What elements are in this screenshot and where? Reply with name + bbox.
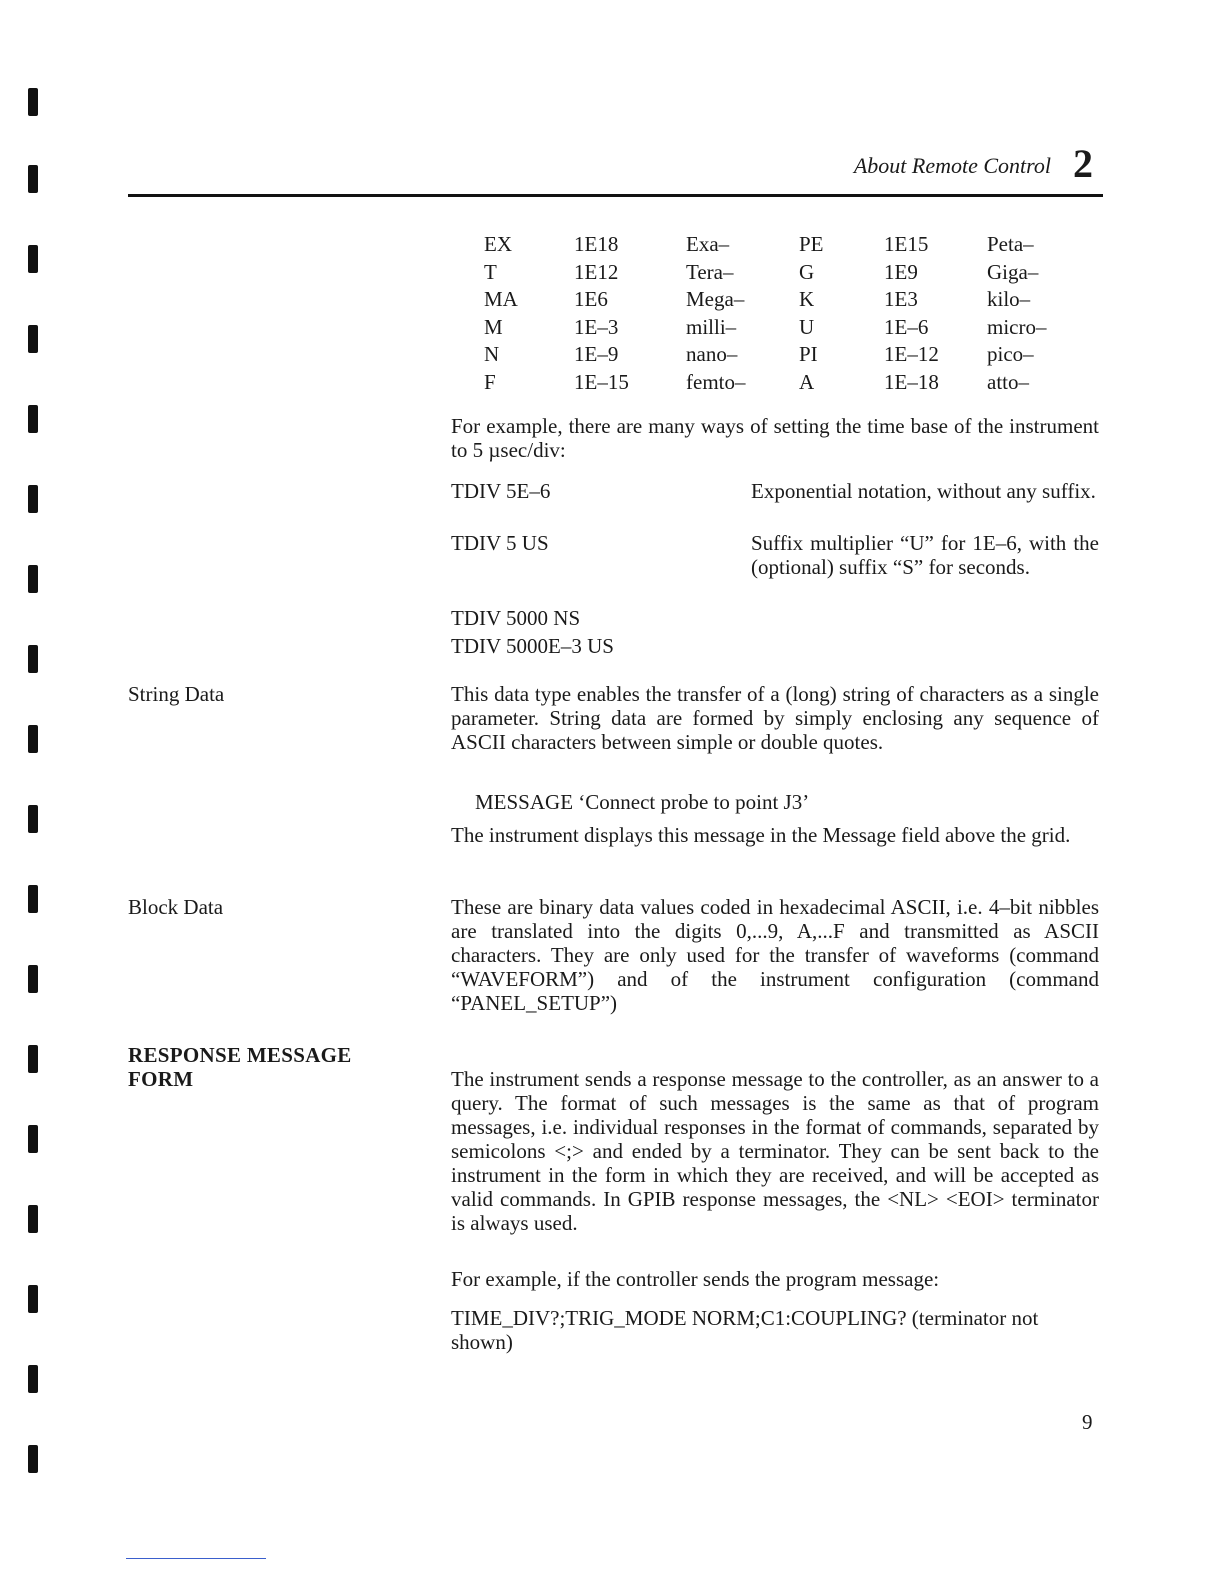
table-cell: EX [484, 232, 512, 256]
table-cell: 1E–9 [574, 342, 619, 366]
string-data-label: String Data [128, 682, 225, 706]
binder-mark [28, 805, 38, 833]
table-cell: Giga– [987, 259, 1039, 284]
table-cell: 1E9 [884, 259, 918, 284]
binder-mark [28, 88, 38, 116]
table-cell: 1E–15 [574, 369, 629, 394]
table-cell: F [484, 369, 496, 394]
example-description: Suffix multiplier “U” for 1E–6, with the (optional) suffix “S” for seconds. [751, 531, 1099, 579]
table-row [484, 342, 1047, 370]
table-cell: MA [484, 287, 518, 311]
example-command: TDIV 5E–6 [451, 479, 551, 503]
response-text: The instrument sends a response message to the controller, as an answer to a query. The format of such messages is the same as that of program messages, i.e. individual responses in the format of commands, separated by semicolons <;> and ended by a terminator. They can be sent back to the instrument in the form in which they are received, and will be accepted as valid commands. In GPIB response messages, the <NL> <EOI> terminator is always used. [451, 1067, 1099, 1235]
table-cell: milli– [686, 314, 737, 339]
binder-mark [28, 485, 38, 513]
table-cell: 1E18 [574, 232, 619, 256]
table-cell: micro– [987, 314, 1047, 339]
binder-mark [28, 1045, 38, 1073]
table-cell: Exa– [686, 232, 730, 256]
table-cell: kilo– [987, 287, 1031, 311]
table-cell: 1E–12 [884, 342, 939, 366]
header-rule [128, 194, 1103, 197]
example-command: TDIV 5 US [451, 531, 549, 555]
chapter-number: 2 [1073, 141, 1093, 186]
binder-mark [28, 965, 38, 993]
response-heading-line2: FORM [128, 1067, 194, 1091]
header-title: About Remote Control [853, 153, 1051, 178]
binder-mark [28, 725, 38, 753]
example-description: Exponential notation, without any suffix. [751, 479, 1096, 503]
table-cell: G [799, 259, 815, 284]
binder-mark [28, 1125, 38, 1153]
binder-mark [28, 1205, 38, 1233]
string-data-text: This data type enables the transfer of a (long) string of characters as a single parameter. String data are formed by simply enclosing any sequence of ASCII characters between simple or double quotes. [451, 682, 1099, 754]
binder-mark [28, 405, 38, 433]
table-cell: Tera– [686, 259, 734, 284]
table-cell: N [484, 342, 500, 366]
table-row [484, 232, 1047, 260]
page-header [128, 142, 1103, 194]
table-cell: femto– [686, 369, 746, 394]
table-cell: 1E–18 [884, 369, 939, 394]
table-cell: Mega– [686, 287, 745, 311]
binder-mark [28, 165, 38, 193]
table-cell: 1E3 [884, 287, 918, 311]
footer-rule [126, 1558, 266, 1559]
table-cell: M [484, 314, 503, 339]
string-data-after: The instrument displays this message in the Message field above the grid. [451, 823, 1071, 847]
table-cell: 1E6 [574, 287, 608, 311]
example-command: TDIV 5000 NS [451, 606, 581, 630]
suffix-multiplier-table [484, 232, 1047, 397]
table-row [484, 370, 1047, 398]
table-cell: 1E15 [884, 232, 929, 256]
block-data-text: These are binary data values coded in hexadecimal ASCII, i.e. 4–bit nibbles are translated into the digits 0,...9, A,...F and transmitted as ASCII characters. They are only used for the transfer of waveforms (command “WAVEFORM”) and of the instrument configuration (command “PANEL_SETUP”) [451, 895, 1099, 1015]
binder-mark [28, 565, 38, 593]
binder-mark [28, 885, 38, 913]
table-row [484, 260, 1047, 288]
table-cell: 1E12 [574, 259, 619, 284]
response-heading [128, 1043, 352, 1091]
block-data-label: Block Data [128, 895, 224, 919]
binder-mark [28, 645, 38, 673]
table-cell: A [799, 369, 815, 394]
binder-mark [28, 1445, 38, 1473]
table-cell: PI [799, 342, 818, 366]
response-example: TIME_DIV?;TRIG_MODE NORM;C1:COUPLING? (terminator not shown) [451, 1306, 1039, 1354]
binder-mark [28, 245, 38, 273]
table-cell: T [484, 259, 497, 284]
table-cell: K [799, 287, 815, 311]
string-data-example: MESSAGE ‘Connect probe to point J3’ [475, 790, 810, 814]
table-row [484, 315, 1047, 343]
binder-mark [28, 1285, 38, 1313]
table-cell: atto– [987, 369, 1029, 394]
example-intro: For example, there are many ways of setting the time base of the instrument to 5 µsec/div: [451, 414, 1099, 462]
response-heading-line1: RESPONSE MESSAGE [128, 1043, 352, 1067]
table-cell: 1E–6 [884, 314, 929, 339]
table-cell: U [799, 314, 815, 339]
table-cell: pico– [987, 342, 1034, 366]
table-row [484, 287, 1047, 315]
response-example-intro: For example, if the controller sends the program message: [451, 1267, 940, 1291]
binder-mark [28, 1365, 38, 1393]
binder-mark [28, 325, 38, 353]
table-cell: Peta– [987, 232, 1034, 256]
table-cell: PE [799, 232, 824, 256]
table-cell: 1E–3 [574, 314, 619, 339]
page-number: 9 [1082, 1410, 1093, 1434]
table-cell: nano– [686, 342, 738, 366]
example-command: TDIV 5000E–3 US [451, 634, 614, 658]
